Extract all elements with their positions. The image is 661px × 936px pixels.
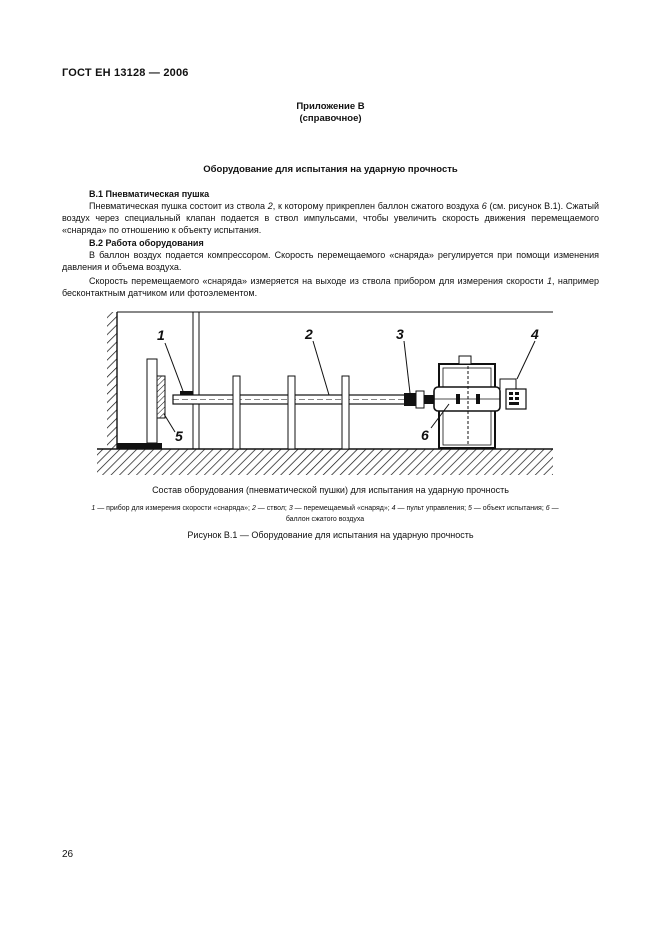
legend-text: — баллон сжатого воздуха bbox=[285, 505, 559, 523]
floor-plate bbox=[117, 443, 162, 449]
figure-legend bbox=[90, 503, 560, 525]
appendix-type: (справочное) bbox=[299, 113, 362, 124]
support-pole bbox=[193, 312, 199, 449]
air-cylinder bbox=[434, 356, 500, 448]
speed-sensor bbox=[180, 391, 193, 395]
label-1: 1 bbox=[157, 327, 165, 343]
legend-text: — перемещаемый «снаряд»; bbox=[292, 505, 392, 512]
b1-text-b: , к которому прикреплен баллон сжатого воздуха bbox=[272, 201, 482, 211]
test-object bbox=[147, 359, 165, 443]
barrel-supports bbox=[233, 376, 349, 449]
legend-text: — объект испытания; bbox=[471, 505, 546, 512]
b2-heading: В.2 Работа оборудования bbox=[89, 238, 204, 248]
legend-num: 2 bbox=[251, 505, 256, 512]
b1-ref-2: 2 bbox=[267, 201, 273, 211]
label-4: 4 bbox=[531, 326, 539, 342]
appendix-title: Приложение В bbox=[296, 101, 365, 112]
b1-text-c: (см. рисунок В.1). Сжатый воздух через специальный клапан подается в ствол импульсами, чтобы увеличить скорость движения перемещаемого «снаряда» по отношению к объекту испытания. bbox=[62, 201, 599, 235]
projectile bbox=[404, 391, 434, 408]
legend-num: 4 bbox=[391, 505, 396, 512]
label-6: 6 bbox=[421, 427, 429, 443]
section-title: Оборудование для испытания на ударную прочность bbox=[203, 164, 458, 175]
figure-caption: Состав оборудования (пневматической пушки) для испытания на ударную прочность bbox=[152, 485, 509, 495]
left-wall bbox=[107, 312, 117, 449]
b1-ref-6: 6 bbox=[481, 201, 487, 211]
legend-text: — прибор для измерения скорости «снаряда»; bbox=[95, 505, 252, 512]
legend-num: 5 bbox=[468, 505, 472, 512]
page-number: 26 bbox=[62, 849, 74, 860]
b2-paragraph-1: В баллон воздух подается компрессором. Скорость перемещаемого «снаряда» регулируется при помощи изменения давления и объема воздуха. bbox=[62, 250, 599, 272]
label-2: 2 bbox=[305, 326, 313, 342]
b1-heading: В.1 Пневматическая пушка bbox=[89, 189, 210, 199]
ground bbox=[97, 449, 553, 475]
label-5: 5 bbox=[175, 428, 183, 444]
legend-num: 1 bbox=[91, 505, 96, 512]
figure-title: Рисунок В.1 — Оборудование для испытания на ударную прочность bbox=[187, 530, 474, 540]
legend-num: 6 bbox=[545, 505, 550, 512]
b2-text-b: , например бесконтактным датчиком или фотоэлементом. bbox=[62, 276, 599, 298]
b2-text-a: Скорость перемещаемого «снаряда» измеряется на выходе из ствола прибором для измерения скорости bbox=[89, 276, 547, 286]
standard-code: ГОСТ ЕН 13128 — 2006 bbox=[62, 67, 189, 79]
b2-ref-1: 1 bbox=[546, 276, 552, 286]
legend-text: — ствол; bbox=[255, 505, 289, 512]
b1-text-a: Пневматическая пушка состоит из ствола bbox=[89, 201, 268, 211]
legend-text: — пульт управления; bbox=[395, 505, 468, 512]
label-3: 3 bbox=[396, 326, 404, 342]
control-panel bbox=[500, 379, 526, 409]
legend-num: 3 bbox=[288, 505, 293, 512]
